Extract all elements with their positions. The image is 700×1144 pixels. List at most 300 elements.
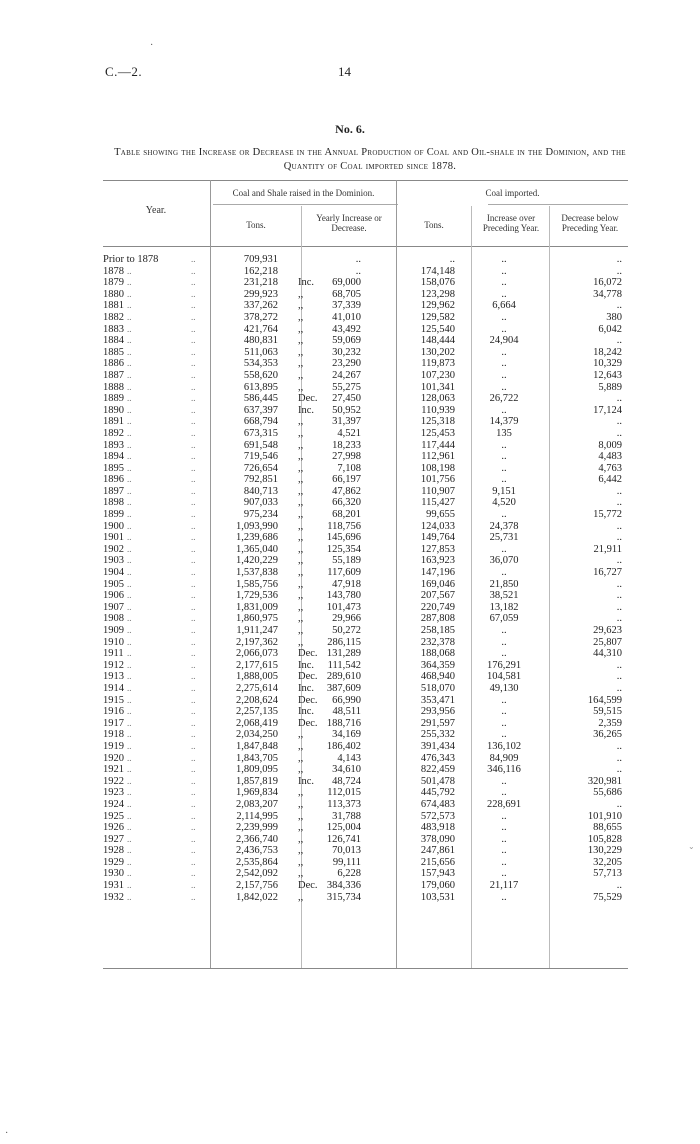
decrease-cell: ..	[616, 590, 622, 602]
change-direction-cell: ,,	[298, 323, 304, 335]
leader-dots: ..	[191, 288, 196, 299]
leader-dots: ..	[127, 682, 132, 693]
tons-imported-cell: 255,332	[420, 729, 455, 741]
increase-cell: ..	[501, 706, 507, 718]
change-direction-cell: Dec.	[298, 717, 318, 729]
tons-raised-cell: 709,931	[243, 254, 278, 265]
increase-cell: ..	[501, 358, 507, 370]
leader-dots: ..	[191, 578, 196, 589]
decrease-cell: ..	[616, 520, 622, 532]
decrease-cell: 21,911	[593, 543, 622, 555]
change-amount-cell: 125,354	[326, 543, 361, 555]
change-amount-cell: 118,756	[327, 520, 361, 532]
leader-dots: ..	[127, 717, 132, 728]
year-cell: 1882	[103, 311, 124, 323]
change-amount-cell: 70,013	[332, 845, 361, 857]
change-amount-cell: 289,610	[326, 671, 361, 683]
increase-cell: 176,291	[486, 659, 522, 671]
tons-raised-cell: 637,397	[243, 404, 278, 416]
decrease-cell: 57,713	[593, 868, 622, 880]
table-number: No. 6.	[335, 122, 365, 136]
tons-raised-cell: 1,969,834	[236, 787, 278, 799]
change-direction-cell: ,,	[298, 822, 304, 834]
tons-imported-cell: 127,853	[420, 543, 455, 555]
leader-dots: ..	[191, 358, 196, 369]
table-row	[103, 822, 628, 834]
leader-dots: ..	[127, 404, 132, 415]
increase-cell: ..	[501, 648, 507, 660]
leader-dots: ..	[127, 798, 132, 809]
increase-cell: ..	[501, 694, 507, 706]
change-amount-cell: 50,272	[332, 625, 361, 636]
increase-cell: 38,521	[489, 590, 519, 602]
leader-dots: ..	[127, 288, 132, 299]
table-row	[103, 335, 628, 347]
page-number: 14	[338, 64, 351, 79]
leader-dots: ..	[127, 845, 132, 856]
decrease-cell: 164,599	[587, 694, 622, 706]
table-row	[103, 254, 628, 266]
year-cell: 1908	[103, 613, 124, 625]
change-amount-cell: 68,705	[332, 288, 361, 300]
change-direction-cell: Inc.	[298, 706, 315, 718]
tons-raised-cell: 907,033	[243, 497, 278, 509]
table-row	[103, 463, 628, 475]
decrease-cell: ..	[616, 613, 622, 625]
decrease-cell: 101,910	[587, 810, 622, 822]
rule-group-imported	[488, 204, 628, 205]
leader-dots: ..	[191, 497, 196, 508]
col-tons-raised-header: Tons.	[246, 220, 266, 230]
table-row	[103, 776, 628, 788]
leader-dots: ..	[191, 532, 196, 543]
decrease-cell: 34,778	[593, 288, 622, 300]
leader-dots: ..	[191, 427, 196, 438]
tons-imported-cell: 163,923	[420, 555, 455, 567]
change-direction-cell: ,,	[298, 740, 304, 752]
tons-raised-cell: 2,197,362	[236, 636, 278, 648]
change-amount-cell: 31,788	[332, 810, 361, 822]
tons-imported-cell: 207,567	[420, 590, 455, 602]
leader-dots: ..	[191, 439, 196, 450]
speck: ·	[5, 1128, 9, 1139]
leader-dots: ..	[191, 740, 196, 751]
leader-dots: ..	[127, 775, 132, 786]
change-direction-cell: ,,	[298, 520, 304, 532]
increase-cell: 104,581	[486, 671, 522, 683]
decrease-cell: 6,442	[598, 474, 622, 486]
decrease-cell: 4,763	[598, 462, 622, 474]
table-row	[103, 416, 628, 428]
tons-raised-cell: 1,911,247	[236, 625, 278, 636]
increase-cell: ..	[501, 845, 507, 857]
change-amount-cell: 117,609	[327, 567, 361, 579]
change-amount-cell: 48,511	[332, 706, 361, 718]
decrease-cell: ..	[616, 335, 622, 347]
leader-dots: ..	[191, 485, 196, 496]
leader-dots: ..	[127, 648, 132, 659]
year-cell: 1904	[103, 567, 124, 579]
tons-raised-cell: 2,157,756	[236, 880, 278, 892]
decrease-cell: 18,242	[593, 346, 622, 358]
increase-cell: 49,130	[489, 682, 519, 694]
tons-raised-cell: 2,208,624	[236, 694, 278, 706]
table-row	[103, 868, 628, 880]
tons-imported-cell: 258,185	[420, 625, 455, 636]
year-cell: Prior to 1878	[103, 254, 159, 265]
tons-imported-cell: 188,068	[420, 648, 455, 660]
change-amount-cell: 4,143	[337, 752, 361, 764]
change-amount-cell: 55,275	[332, 381, 361, 393]
leader-dots: ..	[191, 567, 196, 578]
change-direction-cell: ,,	[298, 567, 304, 579]
year-cell: 1906	[103, 590, 124, 602]
table-row	[103, 509, 628, 521]
tons-raised-cell: 421,764	[243, 323, 278, 335]
leader-dots: ..	[191, 543, 196, 554]
increase-cell: 4,520	[492, 497, 516, 509]
decrease-cell: 44,310	[593, 648, 622, 660]
change-amount-cell: ..	[355, 265, 361, 277]
leader-dots: ..	[127, 601, 132, 612]
table-row	[103, 405, 628, 417]
table-row	[103, 440, 628, 452]
tons-raised-cell: 2,542,092	[236, 868, 278, 880]
table-row	[103, 312, 628, 324]
leader-dots: ..	[191, 822, 196, 833]
tons-raised-cell: 1,093,990	[236, 520, 278, 532]
change-amount-cell: 68,201	[332, 509, 361, 521]
table-row	[103, 370, 628, 382]
change-direction-cell: ,,	[298, 497, 304, 509]
table-row	[103, 880, 628, 892]
year-cell: 1919	[103, 740, 124, 752]
leader-dots: ..	[191, 625, 196, 635]
tons-imported-cell: 101,341	[420, 381, 455, 393]
change-direction-cell: ,,	[298, 601, 304, 613]
leader-dots: ..	[191, 590, 196, 601]
leader-dots: ..	[191, 856, 196, 867]
tons-imported-cell: 247,861	[420, 845, 455, 857]
year-cell: 1924	[103, 798, 124, 810]
year-cell: 1907	[103, 601, 124, 613]
year-cell: 1930	[103, 868, 124, 880]
year-cell: 1915	[103, 694, 124, 706]
increase-cell: ..	[501, 567, 507, 579]
leader-dots: ..	[127, 509, 132, 520]
change-amount-cell: 69,000	[332, 277, 361, 289]
change-amount-cell: 27,998	[332, 451, 361, 463]
change-direction-cell: ,,	[298, 369, 304, 381]
increase-cell: 26,722	[489, 393, 519, 405]
leader-dots: ..	[127, 520, 132, 531]
increase-cell: 346,116	[487, 764, 521, 776]
change-amount-cell: 50,952	[332, 404, 361, 416]
rule-bottom	[103, 968, 628, 969]
decrease-cell: 29,623	[593, 625, 622, 636]
year-cell: 1890	[103, 404, 124, 416]
leader-dots: ..	[191, 462, 196, 473]
table-row	[103, 753, 628, 765]
leader-dots: ..	[127, 451, 132, 462]
year-cell: 1884	[103, 335, 124, 347]
table-row	[103, 451, 628, 463]
change-amount-cell: 47,918	[332, 578, 361, 590]
change-amount-cell: 47,862	[332, 485, 361, 497]
decrease-cell: 8,009	[598, 439, 622, 451]
leader-dots: ..	[127, 868, 132, 879]
tons-imported-cell: 674,483	[420, 798, 455, 810]
change-direction-cell: ,,	[298, 439, 304, 451]
change-direction-cell: ,,	[298, 358, 304, 370]
table-row	[103, 602, 628, 614]
tons-raised-cell: 2,177,615	[236, 659, 278, 671]
leader-dots: ..	[191, 648, 196, 659]
change-direction-cell: ,,	[298, 810, 304, 822]
table-row	[103, 834, 628, 846]
increase-cell: ..	[501, 265, 507, 277]
increase-cell: ..	[501, 439, 507, 451]
leader-dots: ..	[191, 868, 196, 879]
leader-dots: ..	[191, 300, 196, 311]
tons-imported-cell: 119,873	[421, 358, 455, 370]
change-direction-cell: Dec.	[298, 671, 318, 683]
speck: ·	[150, 40, 154, 51]
leader-dots: ..	[127, 485, 132, 496]
change-direction-cell: ,,	[298, 416, 304, 428]
leader-dots: ..	[191, 752, 196, 763]
leader-dots: ..	[127, 393, 132, 404]
tons-raised-cell: 480,831	[243, 335, 278, 347]
increase-cell: ..	[501, 346, 507, 358]
tons-raised-cell: 1,365,040	[236, 543, 278, 555]
decrease-cell: ..	[616, 659, 622, 671]
decrease-cell: ..	[616, 752, 622, 764]
increase-cell: 21,117	[489, 880, 519, 892]
decrease-cell: 130,229	[587, 845, 622, 857]
leader-dots: ..	[191, 474, 196, 485]
table-row	[103, 729, 628, 741]
tons-imported-cell: 215,656	[420, 856, 455, 868]
leader-dots: ..	[191, 509, 196, 520]
table-row	[103, 590, 628, 602]
tons-imported-cell: 125,540	[420, 323, 455, 335]
year-cell: 1892	[103, 427, 124, 439]
increase-cell: ..	[501, 404, 507, 416]
leader-dots: ..	[191, 764, 196, 775]
increase-cell: ..	[501, 787, 507, 799]
year-cell: 1886	[103, 358, 124, 370]
year-cell: 1910	[103, 636, 124, 648]
leader-dots: ..	[191, 404, 196, 415]
increase-cell: 21,850	[489, 578, 519, 590]
change-amount-cell: 30,232	[332, 346, 361, 358]
table-row	[103, 486, 628, 498]
table-row	[103, 300, 628, 312]
year-cell: 1903	[103, 555, 124, 567]
table-row	[103, 845, 628, 857]
tons-imported-cell: 822,459	[420, 764, 455, 776]
increase-cell: ..	[501, 381, 507, 393]
table-row	[103, 648, 628, 660]
tons-raised-cell: 673,315	[243, 427, 278, 439]
leader-dots: ..	[191, 335, 196, 346]
tons-raised-cell: 719,546	[243, 451, 278, 463]
change-amount-cell: ..	[355, 254, 361, 265]
year-cell: 1885	[103, 346, 124, 358]
col-group-raised-header: Coal and Shale raised in the Dominion.	[232, 188, 375, 198]
change-direction-cell: ,,	[298, 509, 304, 521]
leader-dots: ..	[191, 717, 196, 728]
tons-imported-cell: ..	[449, 254, 455, 265]
table-row	[103, 695, 628, 707]
increase-cell: ..	[501, 451, 507, 463]
tons-imported-cell: 129,962	[420, 300, 455, 312]
tons-imported-cell: 468,940	[420, 671, 455, 683]
tons-imported-cell: 108,198	[420, 462, 455, 474]
table-row	[103, 637, 628, 649]
leader-dots: ..	[127, 346, 132, 357]
change-amount-cell: 145,696	[326, 532, 361, 544]
decrease-cell: ..	[616, 682, 622, 694]
increase-cell: ..	[501, 474, 507, 486]
leader-dots: ..	[127, 706, 132, 717]
tons-raised-cell: 1,888,005	[236, 671, 278, 683]
leader-dots: ..	[127, 625, 132, 635]
tons-raised-cell: 1,537,838	[236, 567, 278, 579]
tons-raised-cell: 1,842,022	[236, 891, 278, 903]
table-row	[103, 555, 628, 567]
change-amount-cell: 43,492	[332, 323, 361, 335]
decrease-cell: 15,772	[593, 509, 622, 521]
increase-cell: ..	[501, 775, 507, 787]
tons-raised-cell: 558,620	[243, 369, 278, 381]
leader-dots: ..	[127, 891, 132, 902]
decrease-cell: 380	[606, 311, 622, 323]
increase-cell: ..	[501, 509, 507, 521]
leader-dots: ..	[191, 659, 196, 670]
increase-cell: 36,070	[489, 555, 519, 567]
leader-dots: ..	[127, 323, 132, 334]
change-direction-cell: ,,	[298, 625, 304, 636]
tons-imported-cell: 124,033	[420, 520, 455, 532]
tons-imported-cell: 148,444	[420, 335, 455, 347]
table-body	[103, 254, 628, 903]
leader-dots: ..	[127, 335, 132, 346]
tons-imported-cell: 149,764	[420, 532, 455, 544]
increase-cell: ..	[501, 856, 507, 868]
year-cell: 1898	[103, 497, 124, 509]
leader-dots: ..	[127, 833, 132, 844]
leader-dots: ..	[191, 346, 196, 357]
change-amount-cell: 143,780	[326, 590, 361, 602]
leader-dots: ..	[127, 416, 132, 427]
tons-raised-cell: 613,895	[243, 381, 278, 393]
leader-dots: ..	[191, 682, 196, 693]
tons-raised-cell: 378,272	[243, 311, 278, 323]
tons-raised-cell: 2,366,740	[236, 833, 278, 845]
decrease-cell: 6,042	[598, 323, 622, 335]
decrease-cell: ..	[616, 485, 622, 497]
increase-cell: 9,151	[492, 485, 516, 497]
leader-dots: ..	[127, 752, 132, 763]
leader-dots: ..	[191, 706, 196, 717]
increase-cell: ..	[501, 311, 507, 323]
change-amount-cell: 66,197	[332, 474, 361, 486]
tons-raised-cell: 2,275,614	[236, 682, 278, 694]
increase-cell: ..	[501, 254, 507, 265]
decrease-cell: ..	[616, 532, 622, 544]
increase-cell: ..	[501, 543, 507, 555]
table-row	[103, 393, 628, 405]
leader-dots: ..	[127, 543, 132, 554]
change-amount-cell: 23,290	[332, 358, 361, 370]
tons-raised-cell: 2,257,135	[236, 706, 278, 718]
change-direction-cell: Dec.	[298, 393, 318, 405]
tons-raised-cell: 2,068,419	[236, 717, 278, 729]
leader-dots: ..	[127, 578, 132, 589]
change-direction-cell: ,,	[298, 613, 304, 625]
increase-cell: ..	[501, 323, 507, 335]
table-row	[103, 811, 628, 823]
tons-imported-cell: 115,427	[421, 497, 455, 509]
change-direction-cell: ,,	[298, 891, 304, 903]
change-amount-cell: 18,233	[332, 439, 361, 451]
leader-dots: ..	[191, 810, 196, 821]
change-amount-cell: 99,111	[332, 856, 361, 868]
tons-raised-cell: 2,239,999	[236, 822, 278, 834]
year-cell: 1899	[103, 509, 124, 521]
leader-dots: ..	[127, 856, 132, 867]
change-amount-cell: 387,609	[326, 682, 361, 694]
decrease-cell: 16,727	[593, 567, 622, 579]
table-row	[103, 683, 628, 695]
change-direction-cell: ,,	[298, 485, 304, 497]
change-direction-cell: ,,	[298, 636, 304, 648]
leader-dots: ..	[127, 567, 132, 578]
tons-raised-cell: 792,851	[243, 474, 278, 486]
tons-raised-cell: 840,713	[243, 485, 278, 497]
year-cell: 1901	[103, 532, 124, 544]
year-cell: 1889	[103, 393, 124, 405]
change-amount-cell: 66,990	[332, 694, 361, 706]
change-direction-cell: ,,	[298, 555, 304, 567]
leader-dots: ..	[127, 880, 132, 891]
tons-raised-cell: 2,034,250	[236, 729, 278, 741]
year-cell: 1920	[103, 752, 124, 764]
col-group-imported-header: Coal imported.	[485, 188, 540, 198]
change-direction-cell: ,,	[298, 335, 304, 347]
change-direction-cell: ,,	[298, 590, 304, 602]
change-direction-cell: ,,	[298, 833, 304, 845]
table-row	[103, 764, 628, 776]
change-amount-cell: 48,724	[332, 775, 361, 787]
change-direction-cell: ,,	[298, 752, 304, 764]
leader-dots: ..	[191, 381, 196, 392]
change-direction-cell: ,,	[298, 451, 304, 463]
change-amount-cell: 34,610	[332, 764, 361, 776]
leader-dots: ..	[127, 311, 132, 322]
tons-raised-cell: 534,353	[243, 358, 278, 370]
leader-dots: ..	[191, 369, 196, 380]
leader-dots: ..	[127, 636, 132, 647]
year-cell: 1923	[103, 787, 124, 799]
year-cell: 1918	[103, 729, 124, 741]
change-amount-cell: 55,189	[332, 555, 361, 567]
leader-dots: ..	[191, 451, 196, 462]
table-row	[103, 892, 628, 904]
tons-raised-cell: 1,729,536	[236, 590, 278, 602]
